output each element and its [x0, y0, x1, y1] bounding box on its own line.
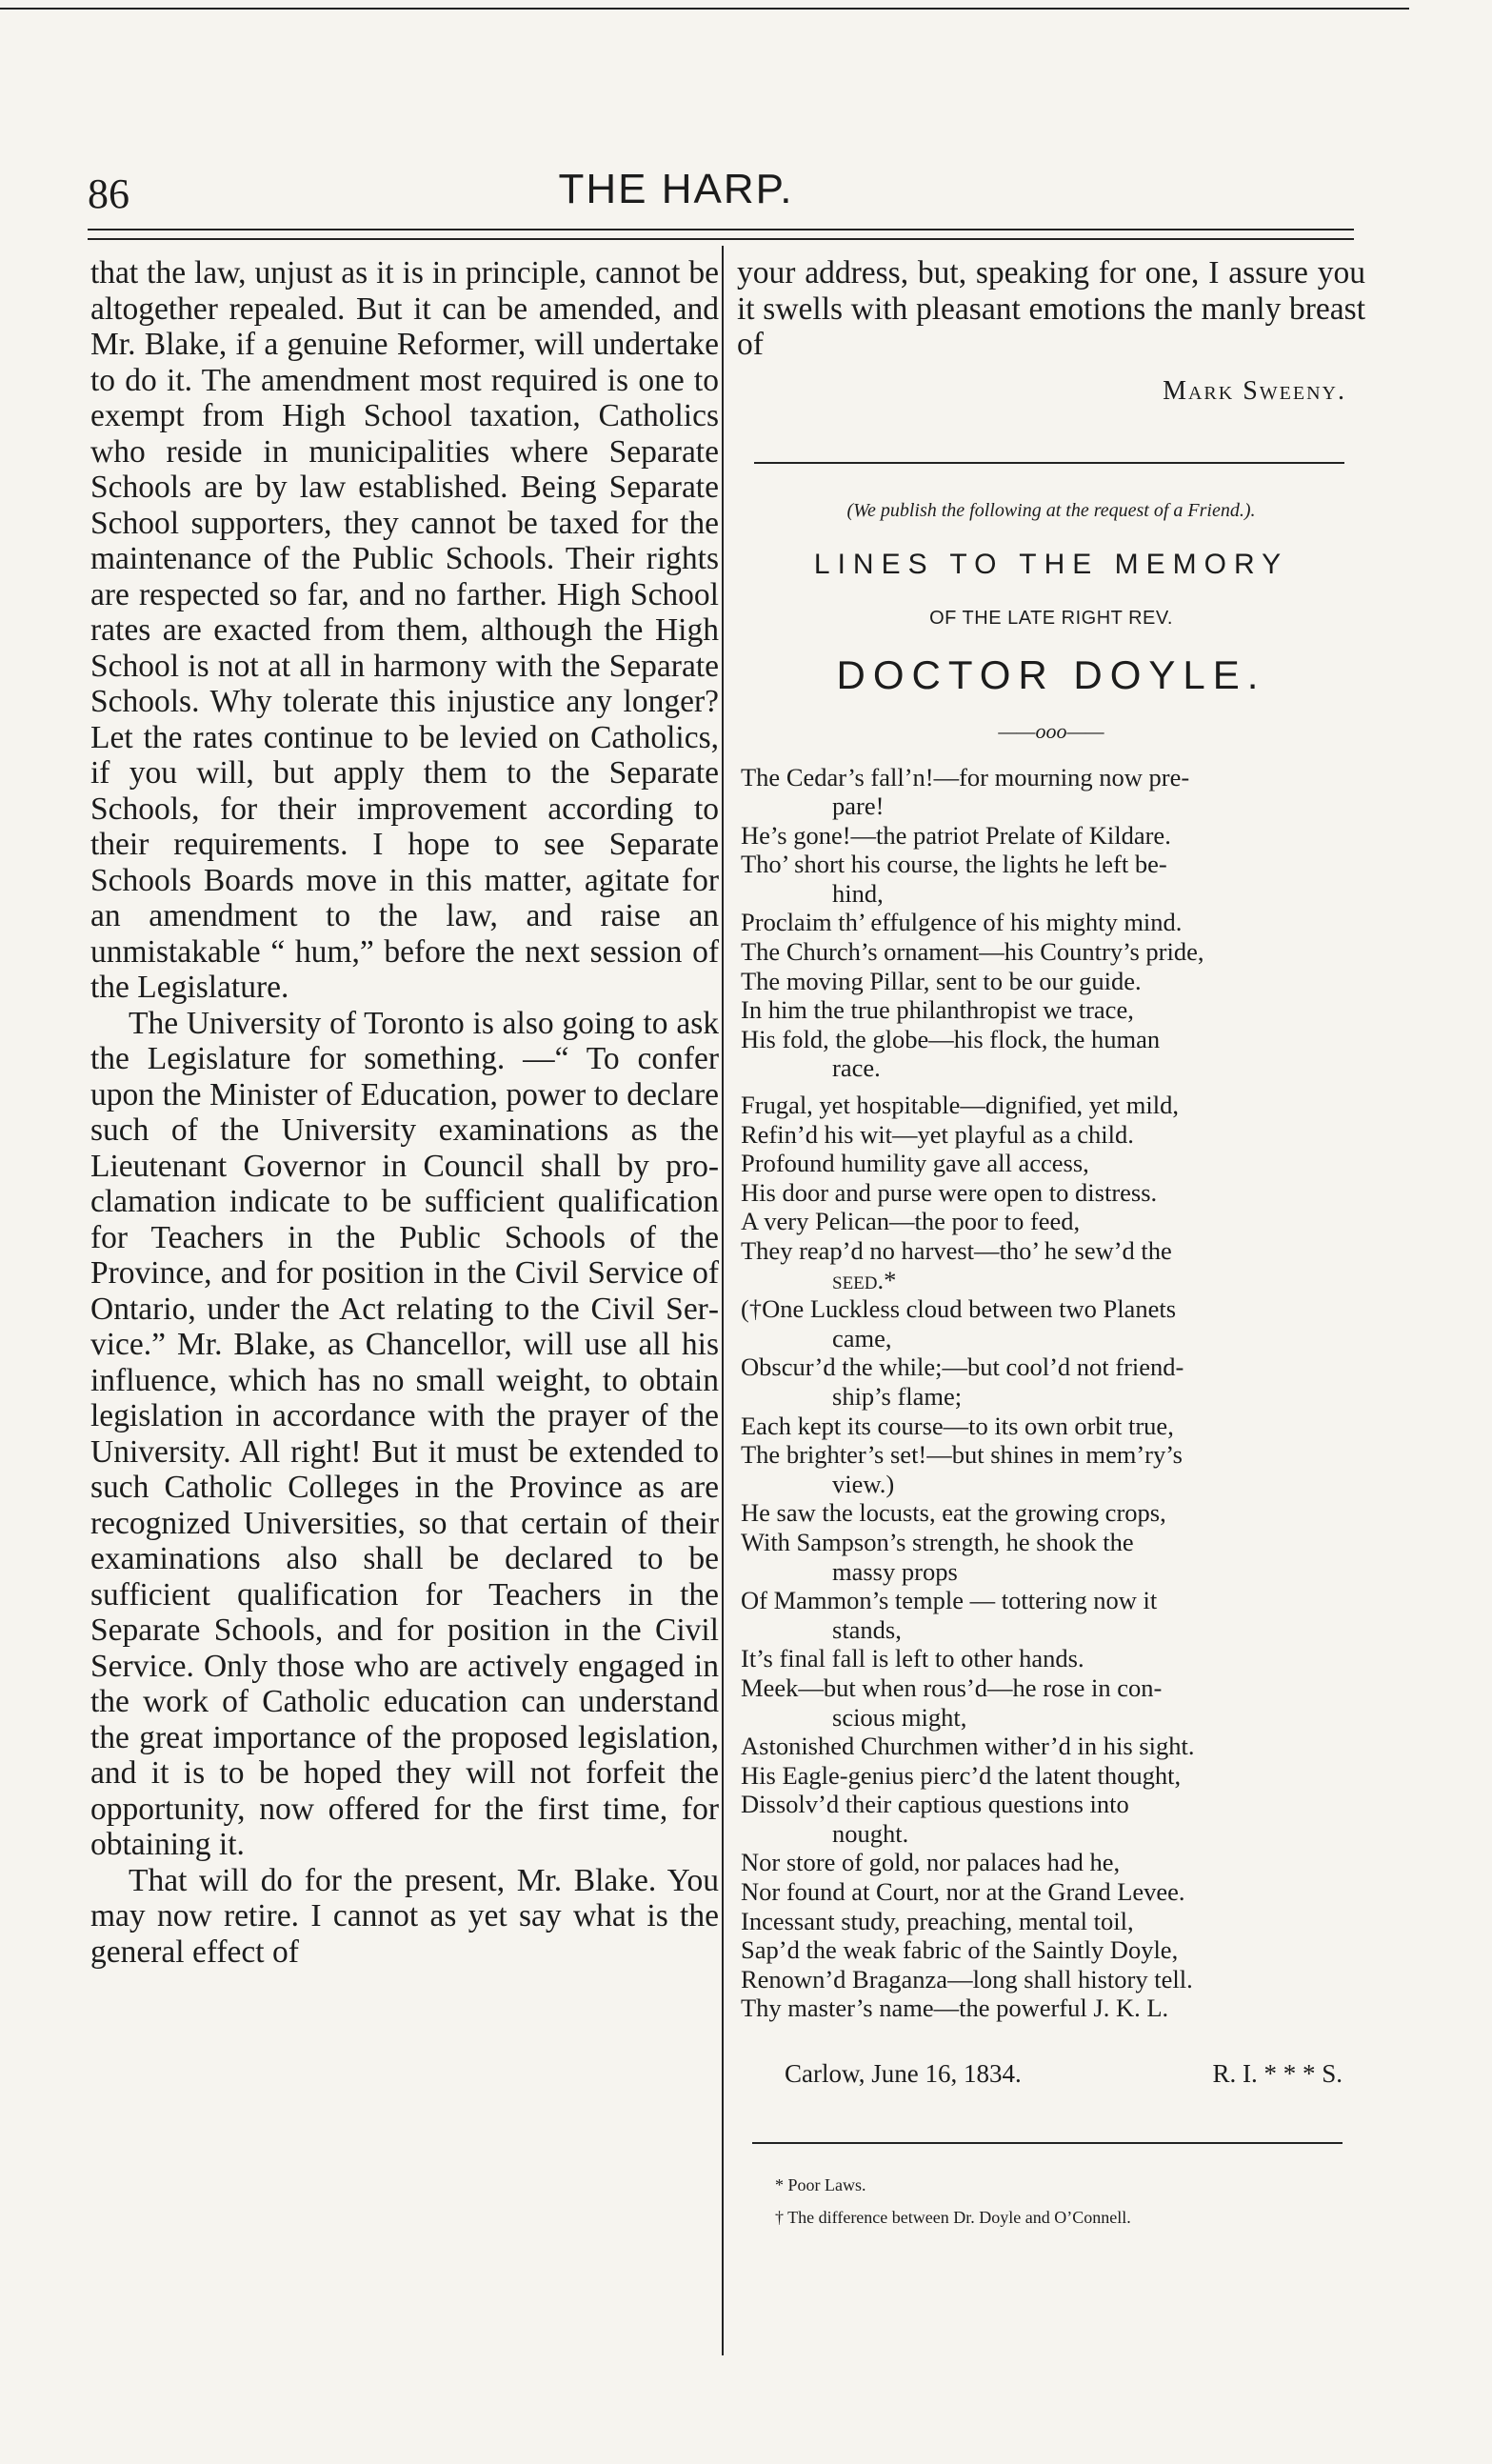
footnote-poor-laws: * Poor Laws.	[775, 2175, 866, 2195]
paragraph-closing: That will do for the present, Mr. Blake. You may now retire. I cannot as yet say what is the general effect of	[90, 1862, 719, 1970]
poem-line: A very Pelican—the poor to feed,	[741, 1207, 1081, 1236]
poem-line: Thy master’s name—the powerful J. K. L.	[741, 1993, 1169, 2023]
paragraph-continuation: your address, but, speaking for one, I assure you it swells with pleasant emotions the manly breast of	[737, 255, 1365, 362]
poem-line: massy props	[832, 1556, 958, 1586]
poem-line: (†One Luckless cloud between two Planets	[741, 1294, 1177, 1324]
letter-signature: Mark Sweeny.	[1163, 375, 1346, 406]
poem-line: In him the true philanthropist we trace,	[741, 995, 1134, 1025]
poem-line: His fold, the globe—his flock, the human	[741, 1024, 1161, 1053]
poem-title-name: DOCTOR DOYLE.	[836, 651, 1266, 697]
poem-line: Frugal, yet hospitable—dignified, yet mild,	[741, 1091, 1179, 1120]
poem-line: ship’s flame;	[832, 1381, 963, 1411]
poem-author-initials: R. I. * * * S.	[1212, 2059, 1343, 2089]
header-rule-upper	[88, 229, 1354, 230]
poem-title-lines: LINES TO THE MEMORY	[813, 548, 1289, 580]
running-head-title: THE HARP.	[558, 166, 794, 212]
footnotes	[775, 2169, 1365, 2234]
poem-body	[737, 763, 1343, 2024]
poem-line: pare!	[832, 791, 885, 821]
poem-line: race.	[832, 1053, 881, 1083]
right-column	[737, 255, 1365, 2234]
poem-dateline	[737, 2059, 1365, 2089]
paragraph-university-toronto: The University of Toronto is also going to ask the Legislature for something. —“ To confer upon the Minister of Education, power to declare such of the University examinations as the Lieutenant Governor in Council shall by proclamation indicate to be sufficient qualification for Teachers in the Public Schools of the Province, and for position in the Civil Service of Ontario, under the Act relating to the Civil Service.” Mr. Blake, as Chancellor, will use all his influence, which has no small weight, to obtain legislation in accordance with the prayer of the University. All right! But it must be extended to such Catholic Colleges in the Province as are recognized Universities, so that certain of their examinations also shall be declared to be sufficient qualification for Teachers in the Separate Schools, and for position in the Civil Service. Only those who are actively engaged in the work of Catholic education can understand the great importance of the proposed legislation, and it is to be hoped they will not forfeit the opportunity, now offered for the first time, for obtaining it.	[90, 1005, 719, 1862]
poem-line: Dissolv’d their captious questions into	[741, 1790, 1129, 1819]
poem-line: Meek—but when rous’d—he rose in con-	[741, 1673, 1163, 1702]
poem-line: The moving Pillar, sent to be our guide.	[741, 966, 1142, 995]
header-rule-lower	[88, 238, 1354, 240]
poem-line: Each kept its course—to its own orbit true,	[741, 1411, 1174, 1440]
poem-line: With Sampson’s strength, he shook the	[741, 1527, 1134, 1556]
poem-line: scious might,	[832, 1702, 967, 1732]
poem-title-subject: OF THE LATE RIGHT REV.	[929, 607, 1173, 629]
poem-line: nought.	[832, 1818, 909, 1848]
column-divider	[722, 246, 724, 2355]
poem-line: His door and purse were open to distress.	[741, 1177, 1158, 1207]
poem-line: Obscur’d the while;—but cool’d not friend-	[741, 1352, 1184, 1382]
paragraph-school-taxation: that the law, unjust as it is in principle, cannot be altogether repealed. But it can be amended, and Mr. Blake, if a genuine Reformer, will undertake to do it. The amendment most required is one to exempt from High School taxation, Catholics who reside in municipalities where Separate Schools are by law established. Being Separate School supporters, they cannot be taxed for the maintenance of the Public Schools. Their rights are respected so far, and no farther. High School rates are exacted from them, although the High School is not at all in harmony with the Separate Schools. Why tolerate this injustice any longer? Let the rates continue to be levied on Catholics, if you will, but apply them to the Separate Schools, for their improvement according to their requirements. I hope to see Separate Schools Boards move in this matter, agitate for an amendment to the law, and raise an unmistakable “ hum,” before the next session of the Legislature.	[90, 255, 719, 1005]
poem-line: He saw the locusts, eat the growing crops,	[741, 1498, 1166, 1528]
poem-line: They reap’d no harvest—tho’ he sew’d the	[741, 1236, 1172, 1265]
poem-line: His Eagle-genius pierc’d the latent thought,	[741, 1760, 1182, 1790]
title-ornament: ——ooo——	[998, 718, 1104, 743]
poem-line: The Cedar’s fall’n!—for mourning now pre-	[741, 762, 1190, 791]
poem-line: Tho’ short his course, the lights he left be-	[741, 850, 1167, 879]
poem-line: Of Mammon’s temple — tottering now it	[741, 1586, 1158, 1615]
top-border-rule	[0, 8, 1409, 10]
poem-line: He’s gone!—the patriot Prelate of Kildare.	[741, 820, 1171, 850]
poem-date-place: Carlow, June 16, 1834.	[785, 2059, 1022, 2089]
poem-line: came,	[832, 1323, 892, 1352]
poem-line: The brighter’s set!—but shines in mem’ry’s	[741, 1440, 1183, 1470]
poem-line: Refin’d his wit—yet playful as a child.	[741, 1119, 1134, 1149]
poem-line: Astonished Churchmen wither’d in his sight.	[741, 1732, 1195, 1761]
section-separator-rule	[754, 462, 1344, 464]
poem-line: Sap’d the weak fabric of the Saintly Doyle,	[741, 1935, 1179, 1965]
poem-line: Proclaim th’ effulgence of his mighty mind.	[741, 908, 1183, 937]
page-number: 86	[88, 170, 129, 217]
footnote-separator-rule	[752, 2142, 1343, 2144]
poem-line: It’s final fall is left to other hands.	[741, 1644, 1084, 1673]
poem-line: seed.*	[832, 1265, 897, 1294]
publication-request-note: (We publish the following at the request of a Friend.).	[846, 499, 1256, 521]
footnote-doyle-oconnell: † The difference between Dr. Doyle and O’Connell.	[775, 2208, 1131, 2228]
poem-line: Nor found at Court, nor at the Grand Levee.	[741, 1877, 1185, 1907]
poem-line: Nor store of gold, nor palaces had he,	[741, 1848, 1121, 1877]
poem-line: The Church’s ornament—his Country’s pride,	[741, 937, 1204, 967]
poem-line: hind,	[832, 878, 884, 908]
poem-line: Renown’d Braganza—long shall history tell.	[741, 1964, 1193, 1993]
poem-line: Incessant study, preaching, mental toil,	[741, 1906, 1134, 1935]
poem-line: stands,	[832, 1614, 902, 1644]
left-column	[90, 255, 719, 1970]
poem-line: view.)	[832, 1469, 895, 1498]
poem-line: Profound humility gave all access,	[741, 1149, 1089, 1178]
